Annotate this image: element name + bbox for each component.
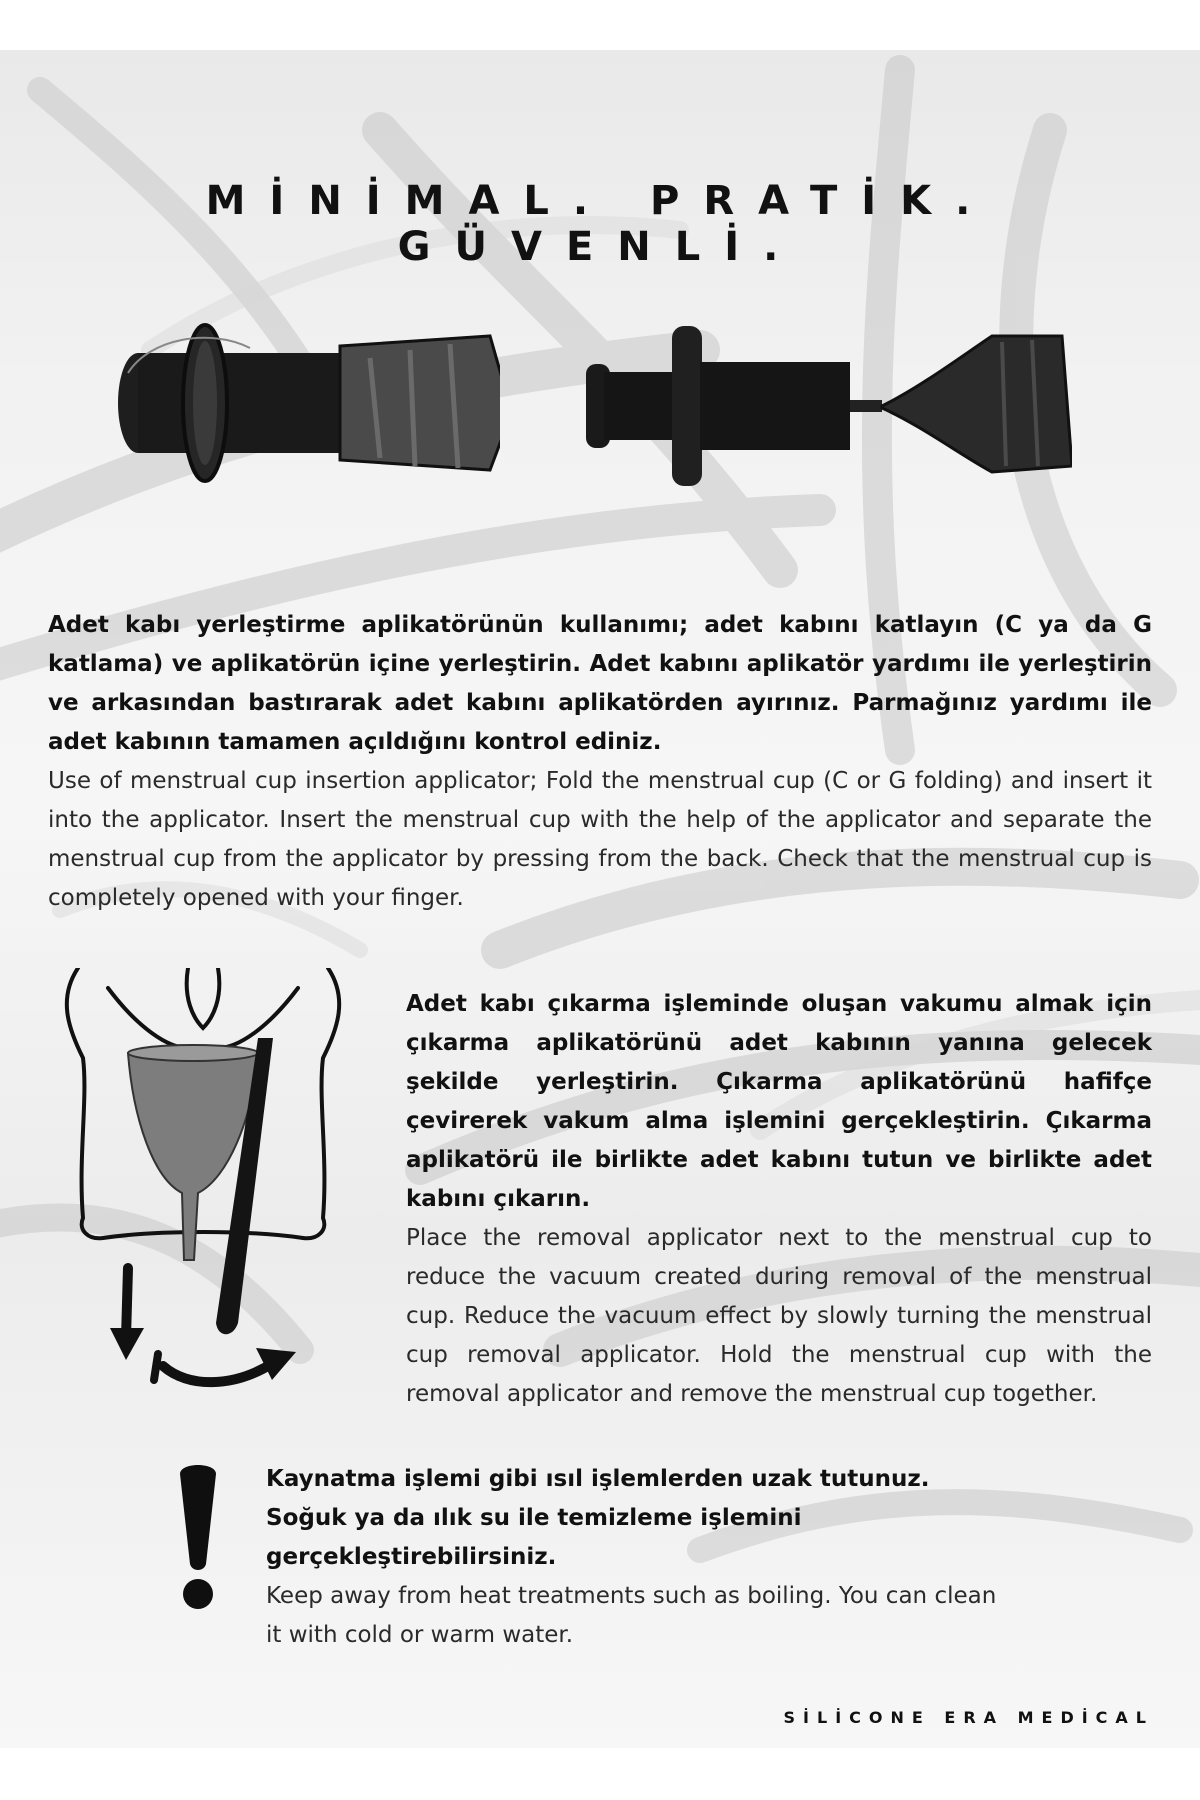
- warning-note: [266, 1460, 1011, 1655]
- warning-text-en: Keep away from heat treatments such as boiling. You can clean it with cold or warm water.: [266, 1583, 997, 1648]
- removal-instructions: [406, 985, 1152, 1414]
- paper-sheet: [0, 50, 1200, 1748]
- brand-footer: SİLİCONE ERA MEDİCAL: [783, 1708, 1154, 1727]
- insertion-text-tr: Adet kabı yerleştirme aplikatörünün kullanımı; adet kabını katlayın (C ya da G katlama) ve aplikatörün içine yerleştirin. Adet kabını aplikatör yardımı ile yerleştirin ve arkasından bastırarak adet kabını aplikatörden ayırınız. Parmağınız yardımı ile adet kabının tamamen açıldığını kontrol ediniz.: [48, 612, 1152, 755]
- removal-text-tr: Adet kabı çıkarma işleminde oluşan vakumu almak için çıkarma aplikatörünü adet kabının yanına gelecek şekilde yerleştirin. Çıkarma aplikatörünü hafifçe çevirerek vakum alma işlemini gerçekleştirin. Çıkarma aplikatörü ile birlikte adet kabını tutun ve birlikte adet kabını çıkarın.: [406, 991, 1152, 1212]
- insertion-instructions: [48, 606, 1152, 918]
- page-title: MİNİMAL. PRATİK. GÜVENLİ.: [205, 178, 995, 270]
- warning-text-tr: Kaynatma işlemi gibi ısıl işlemlerden uzak tutunuz. Soğuk ya da ılık su ile temizleme işlemini gerçekleştirebilirsiniz.: [266, 1466, 930, 1570]
- removal-applicator-image: [582, 326, 1072, 486]
- removal-text-en: Place the removal applicator next to the menstrual cup to reduce the vacuum created during removal of the menstrual cup. Reduce the vacuum effect by slowly turning the menstrual cup removal applicator. Hold the menstrual cup with the removal applicator and remove the menstrual cup together.: [406, 1225, 1152, 1407]
- exclamation-icon: [176, 1462, 220, 1612]
- insertion-applicator-image: [110, 318, 500, 488]
- removal-illustration: [58, 968, 348, 1393]
- insertion-text-en: Use of menstrual cup insertion applicator; Fold the menstrual cup (C or G folding) and insert it into the applicator. Insert the menstrual cup with the help of the applicator and separate the menstrual cup from the applicator by pressing from the back. Check that the menstrual cup is completely opened with your finger.: [48, 768, 1152, 911]
